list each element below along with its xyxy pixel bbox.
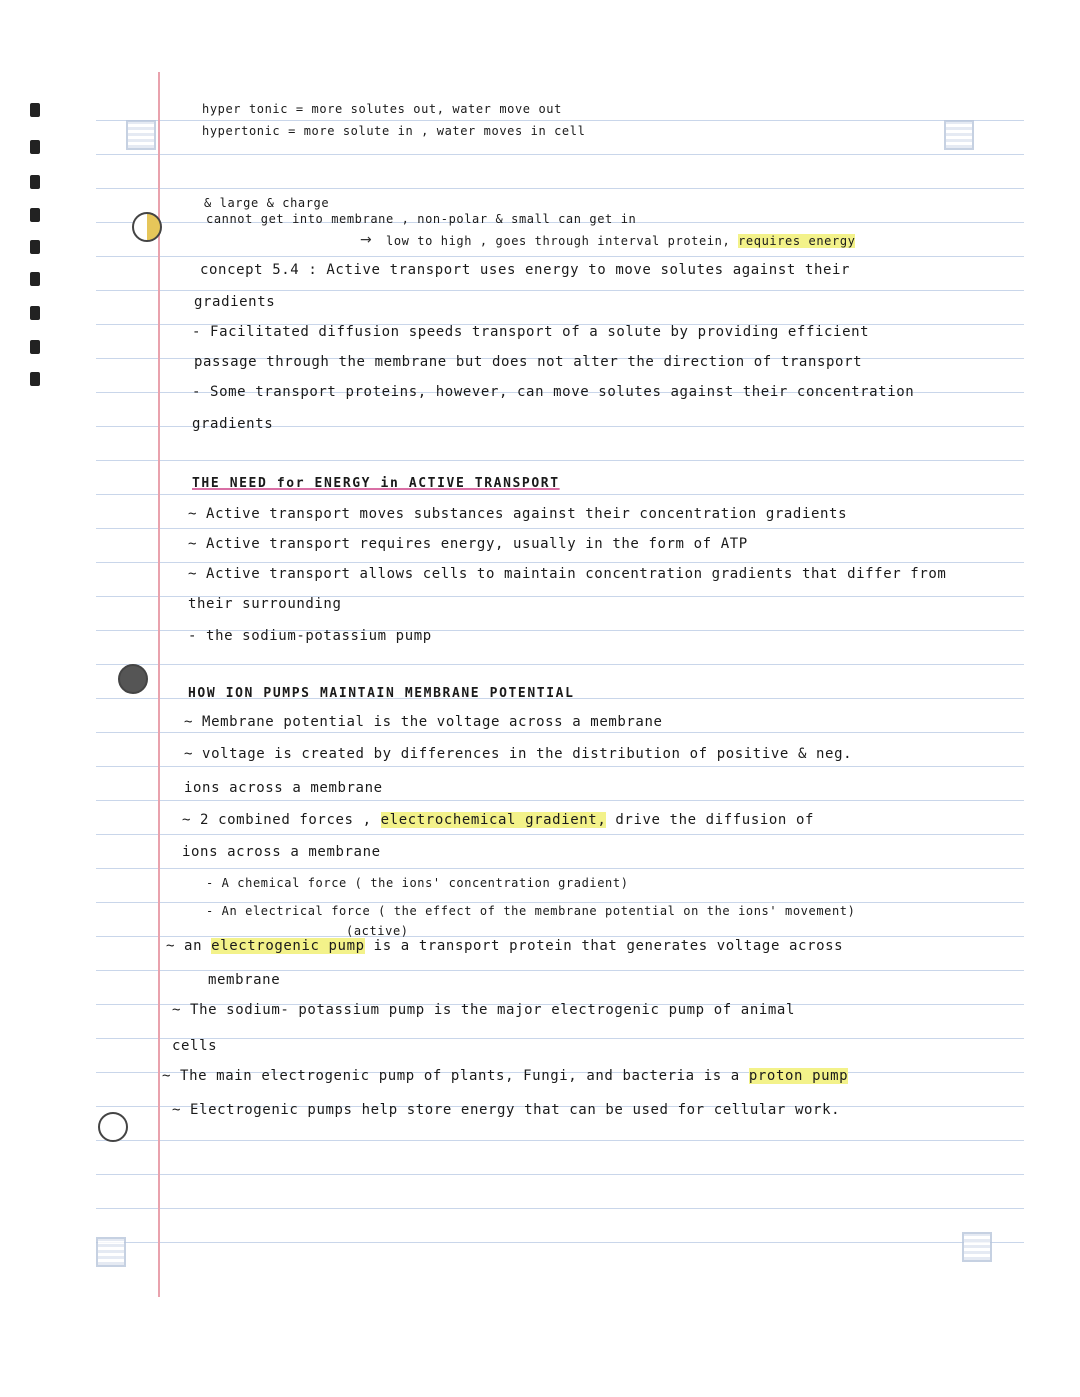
scan-marker-icon [96, 1237, 126, 1267]
binder-mark [30, 340, 40, 354]
note-line: cannot get into membrane , non-polar & small can get in [206, 212, 637, 226]
note-line: ions across a membrane [184, 780, 383, 796]
note-line: - An electrical force ( the effect of the membrane potential on the ions' movement) [206, 904, 856, 918]
binder-ring-icon [132, 212, 162, 242]
note-line: hyper tonic = more solutes out, water move out [202, 102, 562, 116]
note-line: ~ Active transport requires energy, usually in the form of ATP [188, 536, 748, 552]
binder-ring-icon [98, 1112, 128, 1142]
binder-mark [30, 306, 40, 320]
note-line: - Facilitated diffusion speeds transport of a solute by providing efficient [192, 324, 870, 340]
margin-line [158, 72, 160, 1297]
note-line: ~ The main electrogenic pump of plants, Fungi, and bacteria is a proton pump [162, 1068, 849, 1084]
note-line: - A chemical force ( the ions' concentration gradient) [206, 876, 629, 890]
binder-mark [30, 272, 40, 286]
note-line: ~ Membrane potential is the voltage across a membrane [184, 714, 663, 730]
note-line: cells [172, 1038, 218, 1054]
scan-marker-icon [962, 1232, 992, 1262]
binder-edge [0, 0, 96, 1397]
note-line: ~ voltage is created by differences in the distribution of positive & neg. [184, 746, 853, 762]
note-line: ~ an electrogenic pump is a transport protein that generates voltage across [166, 938, 844, 954]
binder-mark [30, 208, 40, 222]
note-line: gradients [192, 416, 274, 432]
note-line: ~ The sodium- potassium pump is the major electrogenic pump of animal [172, 1002, 795, 1018]
binder-mark [30, 103, 40, 117]
scan-marker-icon [126, 120, 156, 150]
note-line: passage through the membrane but does not alter the direction of transport [194, 354, 863, 370]
note-line: (active) [346, 924, 409, 938]
note-line: ~ Active transport allows cells to maintain concentration gradients that differ from [188, 566, 947, 582]
binder-ring-icon [118, 664, 148, 694]
note-line: low to high , goes through interval protein, requires energy [386, 234, 856, 248]
note-line: - the sodium-potassium pump [188, 628, 432, 644]
note-line: gradients [194, 294, 276, 310]
note-line: ions across a membrane [182, 844, 381, 860]
note-line: - Some transport proteins, however, can move solutes against their concentration [192, 384, 915, 400]
scan-marker-icon [944, 120, 974, 150]
binder-mark [30, 240, 40, 254]
notebook-page [96, 72, 1024, 1297]
note-line: & large & charge [204, 196, 330, 210]
binder-mark [30, 372, 40, 386]
note-line: hypertonic = more solute in , water moves in cell [202, 124, 586, 138]
section-heading: HOW ION PUMPS MAINTAIN MEMBRANE POTENTIAL [188, 686, 575, 701]
binder-mark [30, 175, 40, 189]
note-line: their surrounding [188, 596, 342, 612]
binder-mark [30, 140, 40, 154]
section-heading: THE NEED for ENERGY in ACTIVE TRANSPORT [192, 476, 560, 491]
note-line: ~ 2 combined forces , electrochemical gradient, drive the diffusion of [182, 812, 815, 828]
note-line: membrane [208, 972, 281, 988]
note-line: ~ Electrogenic pumps help store energy that can be used for cellular work. [172, 1102, 841, 1118]
note-line: ~ Active transport moves substances against their concentration gradients [188, 506, 848, 522]
arrow-icon: → [360, 232, 372, 248]
concept-heading: concept 5.4 : Active transport uses energy to move solutes against their [200, 262, 851, 278]
